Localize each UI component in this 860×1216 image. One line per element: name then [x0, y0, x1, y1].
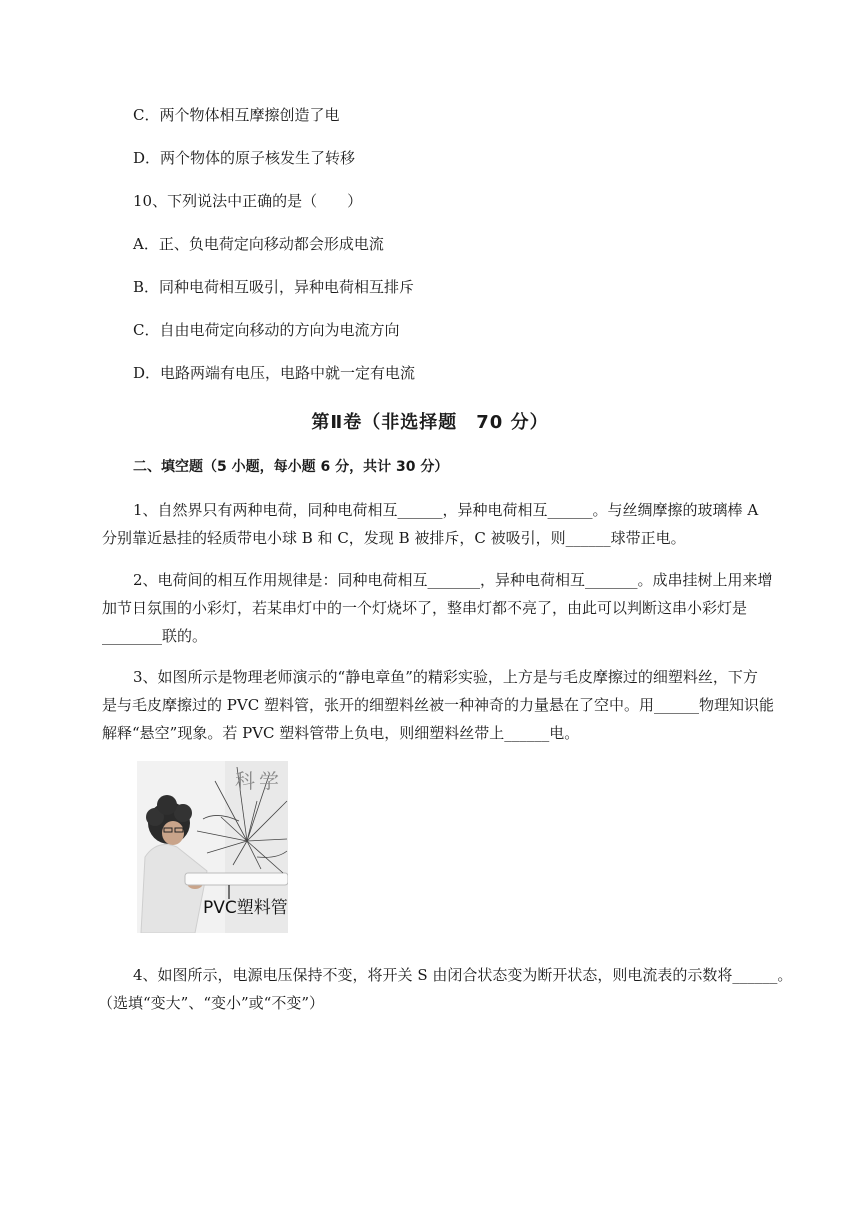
fill-question-3-line-3: 解释“悬空”现象。若 PVC 塑料管带上负电，则细塑料丝带上______电。: [102, 724, 580, 742]
section-title: 第Ⅱ卷（非选择题 70 分）: [311, 412, 549, 433]
fill-question-2-line-1: 2、电荷间的相互作用规律是：同种电荷相互_______，异种电荷相互_______。成串挂树上用来增: [133, 571, 773, 589]
section-subhead: 二、填空题（5 小题，每小题 6 分，共计 30 分）: [133, 459, 449, 475]
figure-board-text: 科学: [235, 769, 283, 793]
fill-question-3: [102, 663, 802, 747]
question-10-option-b: B．同种电荷相互吸引，异种电荷相互排斥: [133, 278, 415, 296]
fill-question-4-line-2: （选填“变大”、“变小”或“不变”）: [98, 994, 325, 1012]
fill-question-2-line-2: 加节日氛围的小彩灯，若某串灯中的一个灯烧坏了，整串灯都不亮了，由此可以判断这串小彩灯是: [102, 599, 748, 617]
fill-question-3-line-1: 3、如图所示是物理老师演示的“静电章鱼”的精彩实验，上方是与毛皮摩擦过的细塑料丝，下方: [133, 668, 758, 686]
fill-question-1-line-2: 分别靠近悬挂的轻质带电小球 B 和 C，发现 B 被排斥，C 被吸引，则______球带正电。: [102, 529, 686, 547]
fill-question-2: [102, 566, 802, 650]
static-octopus-photo: [137, 761, 288, 933]
option-d-prev: D．两个物体的原子核发生了转移: [133, 149, 356, 167]
fill-question-3-line-2: 是与毛皮摩擦过的 PVC 塑料管，张开的细塑料丝被一种神奇的力量悬在了空中。用______物理知识能: [102, 696, 774, 714]
figure-caption: PVC塑料管: [203, 898, 288, 918]
question-10-stem: 10、下列说法中正确的是（ ）: [133, 192, 363, 210]
fill-question-4-line-1: 4、如图所示，电源电压保持不变，将开关 S 由闭合状态变为断开状态，则电流表的示数将______。: [133, 966, 793, 984]
fill-question-1-line-1: 1、自然界只有两种电荷，同种电荷相互______，异种电荷相互______。与丝绸摩擦的玻璃棒 A: [133, 501, 759, 519]
option-c-prev: C．两个物体相互摩擦创造了电: [133, 106, 340, 124]
question-10-option-d: D．电路两端有电压，电路中就一定有电流: [133, 364, 416, 382]
fill-question-1: [102, 496, 802, 552]
question-10-option-a: A．正、负电荷定向移动都会形成电流: [133, 235, 384, 253]
fill-question-4: [98, 961, 802, 1017]
fill-question-2-line-3: ________联的。: [102, 627, 208, 645]
question-10-option-c: C．自由电荷定向移动的方向为电流方向: [133, 321, 400, 339]
